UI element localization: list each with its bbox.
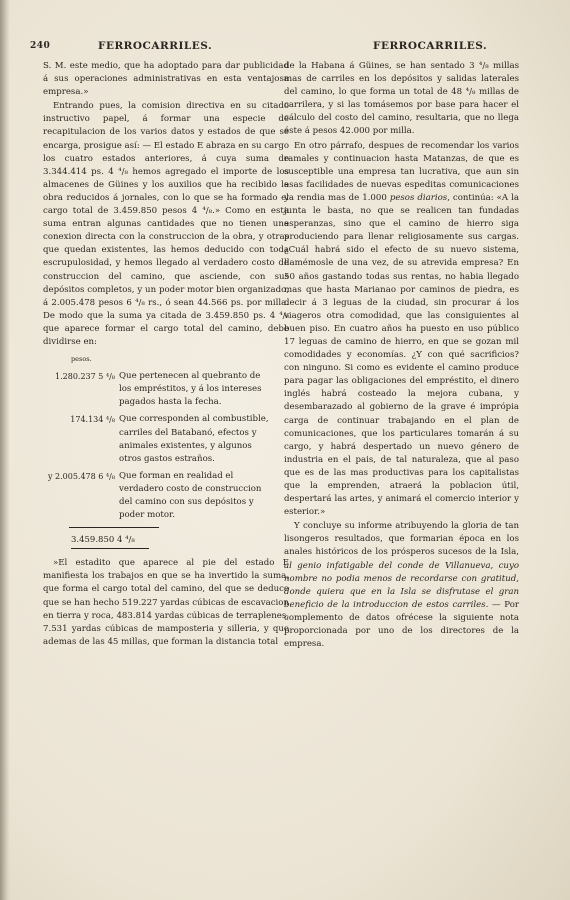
ledger-description: Que pertenecen al quebranto de los empréstitos, y á los intereses pagados hasta la fecha. [119, 371, 262, 408]
sum-rule [69, 527, 159, 528]
left-column [43, 60, 289, 649]
running-header [30, 40, 552, 56]
text-run: , continúa: «A la junta le basta, no que se realicen tan fundadas esperanzas, sino que el camino de hierro siga produciendo para llenar religiosamente sus cargas. ¿Cuál habrá sido el efecto de su nuevo sistema, llamémosle de una vez, de su atrevida empresa? En 50 años gastando todas sus rentas, no habia llegado mas que hasta Marianao por caminos de piedra, es decir á 3 leguas de la ciudad, sin procurar á los viageros otra comodidad, que las consiguientes al buen piso. En cuatro años ha puesto en uso público 17 leguas de camino de hierro, en que se gozan mil comodidades y economías. ¿Y con qué sacrificios? con ninguno. Si como es evidente el camino produce para pagar las obligaciones del empréstito, el dinero inglés habrá costeado la mejora cubana, y desembarazado al gobierno de la grave é imprópia carga de continuar trabajando en el plan de comunicaciones, que los particulares tomarán á su cargo, y habrá despertado un nuevo género de industria en el pais, de tal naturaleza, que al paso que es de las mas productivas para los capitalistas que la emprenden, atraerá la poblacion útil, despertará las artes, y animará el comercio interior y esterior.» [284, 192, 519, 518]
text-run: Y concluye su informe atribuyendo la gloria de tan lisongeros resultados, que formarian época en los anales históricos de los prósperos sucesos de la Isla, [284, 521, 519, 558]
ledger-total: 3.459.850 4 ⁴/₈ [71, 534, 149, 549]
text-run: En otro párrafo, despues de recomendar los varios ramales y continuacion hasta Matanzas, de que es susceptible una empresa tan lucrativa, que aun sin esas facilidades de nuevas espeditas comunicaciones ya rendia mas de 1.000 [284, 140, 519, 203]
ledger-amount: 1.280.237 5 ⁴/₈ [55, 372, 115, 382]
left-running-title: FERROCARRILES. [98, 40, 213, 52]
paragraph: de la Habana á Güines, se han sentado 3 ⁴/₈ millas mas de carriles en los depósitos y salidas laterales del camino, lo que forma un total de 48 ⁴/₈ millas de carrilera, y si las tomásemos por base para hacer el cálculo del costo del camino, resultaria, que no llega éste á pesos 42.000 por milla. [284, 61, 519, 137]
page-spine-shadow [0, 0, 10, 900]
paragraph: Entrando pues, la comision directiva en su citado instructivo papel, á formar una especie de recapitulacion de los varios datos y estados de que se encarga, prosigue así: — El estado E abraza en su cargo los cuatro estados anteriores, á cuya suma de 3.344.414 ps. 4 ⁴/₈ hemos agregado el importe de los almacenes de Güines y los auxilios que ha recibido la obra reducidos á jornales, con lo que se ha formado el cargo total de 3.459.850 pesos 4 ⁴/₈.» Como en esta suma entran algunas cantidades que no tienen una conexion directa con la construccion de la obra, y otras que quedan existentes, las hemos deducido con toda escrupulosidad, y hemos llegado al verdadero costo de construccion del camino, que asciende, con sus depósitos completos, y un poder motor bien organizado, á 2.005.478 pesos 6 ⁴/₈ rs., ó sean 44.566 ps. por milla. De modo que la suma ya citada de 3.459.850 ps. 4 ⁴/₈ que aparece formar el cargo total del camino, debe dividirse en: [43, 101, 290, 347]
paragraph [284, 140, 519, 520]
paragraph: »El estadito que aparece al pie del estado E manifiesta los trabajos en que se ha invertido la suma, que forma el cargo total del camino, del que se deduce que se han hecho 519.227 yardas cúbicas de escavacion en tierra y roca, 483.814 yardas cúbicas de terraplenes, 7.531 yardas cúbicas de mamposteria y silleria, y que ademas de las 45 millas, que forman la distancia total [43, 558, 289, 647]
right-column [284, 60, 519, 651]
ledger-entry [43, 413, 289, 465]
page-number: 240 [30, 41, 51, 51]
italic-run: al genio infatigable del conde de Villanueva, cuyo nombre no podia menos de recordarse con gratitud, donde quiera que en la Isla se disfrutase el gran beneficio de la introduccion de estos carriles. [284, 560, 519, 610]
ledger-entry [43, 370, 289, 409]
italic-run: pesos diarios [389, 192, 448, 203]
ledger-description: Que forman en realidad el verdadero costo de construccion del camino con sus depósitos y poder motor. [119, 470, 262, 521]
paragraph [284, 520, 519, 651]
ledger-amount: y 2.005.478 6 ⁴/₈ [47, 471, 115, 481]
ledger-entry [43, 470, 289, 522]
right-running-title: FERROCARRILES. [373, 40, 488, 52]
pesos-heading: pesos. [71, 355, 92, 364]
ledger-description: Que corresponden al combustible, carriles del Batabanó, efectos y animales existentes, y algunos otros gastos estraños. [119, 414, 269, 464]
paragraph: S. M. este medio, que ha adoptado para dar publicidad á sus operaciones administrativas en esta ventajosa empresa.» [43, 61, 289, 98]
ledger-amount: 174.134 ⁴/₈ [70, 415, 115, 425]
text-run: — Por complemento de datos ofrécese la siguiente nota proporcionada por uno de los directores de la empresa. [284, 599, 519, 650]
